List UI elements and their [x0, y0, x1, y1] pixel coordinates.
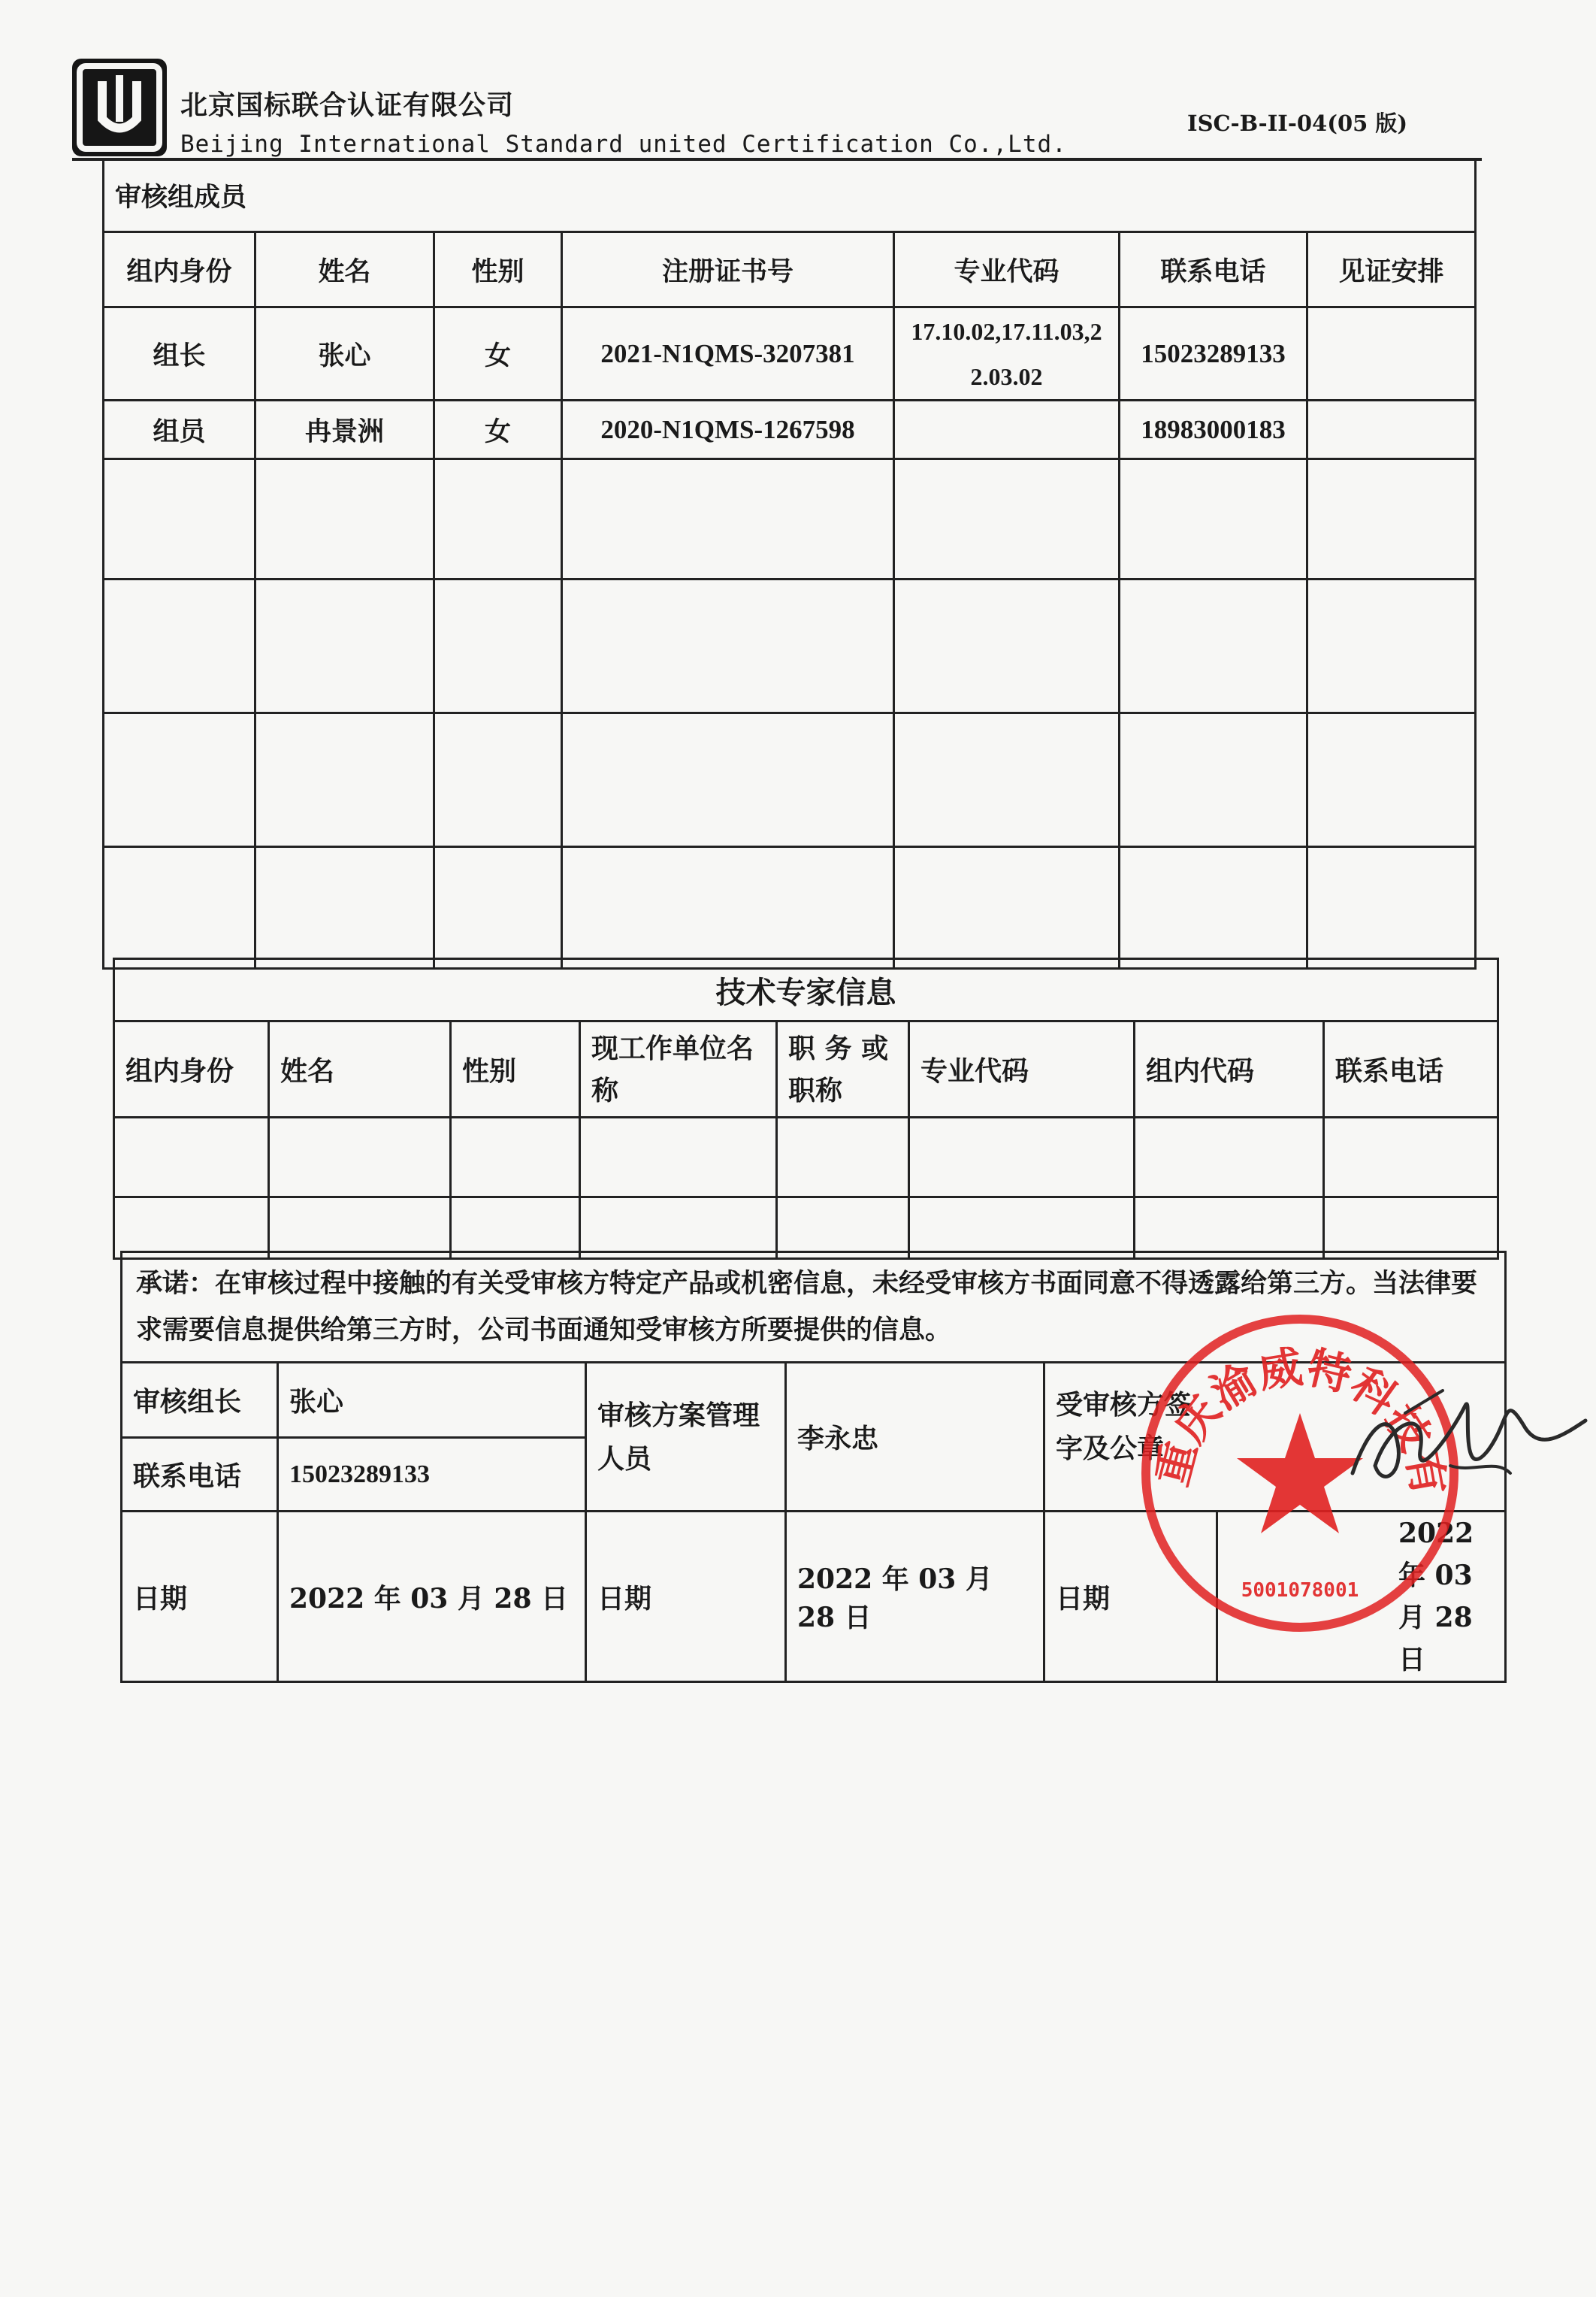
cell-gender: 女	[434, 401, 562, 459]
header-gender: 性别	[434, 232, 562, 307]
table-row-empty	[104, 713, 1476, 847]
table-row-empty	[104, 847, 1476, 969]
experts-table	[113, 958, 1499, 1260]
form-code: ISC-B-II-04(05 版)	[1187, 110, 1408, 136]
date-leader: 2022 年 03 月 28 日	[278, 1512, 586, 1682]
header-role: 组内身份	[114, 1021, 269, 1118]
company-name-cn: 北京国标联合认证有限公司	[180, 89, 515, 121]
cell-name: 张心	[255, 307, 434, 401]
auditee-label-text: 受审核方签字及公章	[1056, 1389, 1192, 1464]
cell-name: 冉景洲	[255, 401, 434, 459]
cell-role: 组长	[104, 307, 255, 401]
cell-phone: 15023289133	[1120, 307, 1307, 401]
header-phone: 联系电话	[1120, 232, 1307, 307]
date-manager: 2022 年 03 月 28 日	[786, 1512, 1044, 1682]
header-title: 职 务 或 职称	[777, 1021, 909, 1118]
cell-witness	[1307, 401, 1476, 459]
cell-cert-no: 2020-N1QMS-1267598	[562, 401, 894, 459]
table-row-empty	[114, 1118, 1498, 1197]
header-gender: 性别	[451, 1021, 580, 1118]
header-cert-no: 注册证书号	[562, 232, 894, 307]
audit-team-table	[102, 158, 1477, 970]
handwritten-signature	[1338, 1360, 1593, 1518]
leader-name: 张心	[278, 1363, 586, 1438]
header-witness: 见证安排	[1307, 232, 1476, 307]
commitment-text: 承诺：在审核过程中接触的有关受审核方特定产品或机密信息，未经受审核方书面同意不得透露给第三方。当法律要求需要信息提供给第三方时，公司书面通知受审核方所要提供的信息。	[122, 1252, 1506, 1363]
cell-gender: 女	[434, 307, 562, 401]
leader-label: 审核组长	[122, 1363, 278, 1438]
table-row-empty	[114, 1197, 1498, 1259]
cell-cert-no: 2021-N1QMS-3207381	[562, 307, 894, 401]
manager-name: 李永忠	[786, 1363, 1044, 1512]
date-label-manager: 日期	[586, 1512, 786, 1682]
cell-specialty-code: 17.10.02,17.11.03,22.03.02	[894, 307, 1120, 401]
date-label-auditee: 日期	[1044, 1512, 1217, 1682]
leader-phone: 15023289133	[278, 1438, 586, 1512]
cell-role: 组员	[104, 401, 255, 459]
phone-label: 联系电话	[122, 1438, 278, 1512]
experts-title: 技术专家信息	[114, 959, 1498, 1021]
header-specialty-code: 专业代码	[894, 232, 1120, 307]
company-name-en: Beijing International Standard united Certification Co.,Ltd.	[180, 131, 1067, 158]
header-specialty-code: 专业代码	[909, 1021, 1135, 1118]
cell-witness	[1307, 307, 1476, 401]
header-team-code: 组内代码	[1135, 1021, 1324, 1118]
seal-text: 重庆渝威特科技有	[1146, 1340, 1455, 1500]
cell-phone: 18983000183	[1120, 401, 1307, 459]
header-workplace: 现工作单位名称	[580, 1021, 777, 1118]
table-row	[104, 401, 1476, 459]
header-role: 组内身份	[104, 232, 255, 307]
manager-label: 审核方案管理人员	[586, 1363, 786, 1512]
date-label-leader: 日期	[122, 1512, 278, 1682]
audit-team-title: 审核组成员	[104, 159, 1476, 232]
cell-specialty-code	[894, 401, 1120, 459]
header-phone: 联系电话	[1324, 1021, 1498, 1118]
table-row-empty	[104, 459, 1476, 580]
header-name: 姓名	[269, 1021, 451, 1118]
seal-code: 5001078001	[1241, 1579, 1359, 1602]
date-auditee: 2022 年 03 月 28 日	[1217, 1512, 1506, 1682]
table-row-empty	[104, 580, 1476, 713]
header-name: 姓名	[255, 232, 434, 307]
table-row	[104, 307, 1476, 401]
company-logo	[72, 59, 167, 156]
